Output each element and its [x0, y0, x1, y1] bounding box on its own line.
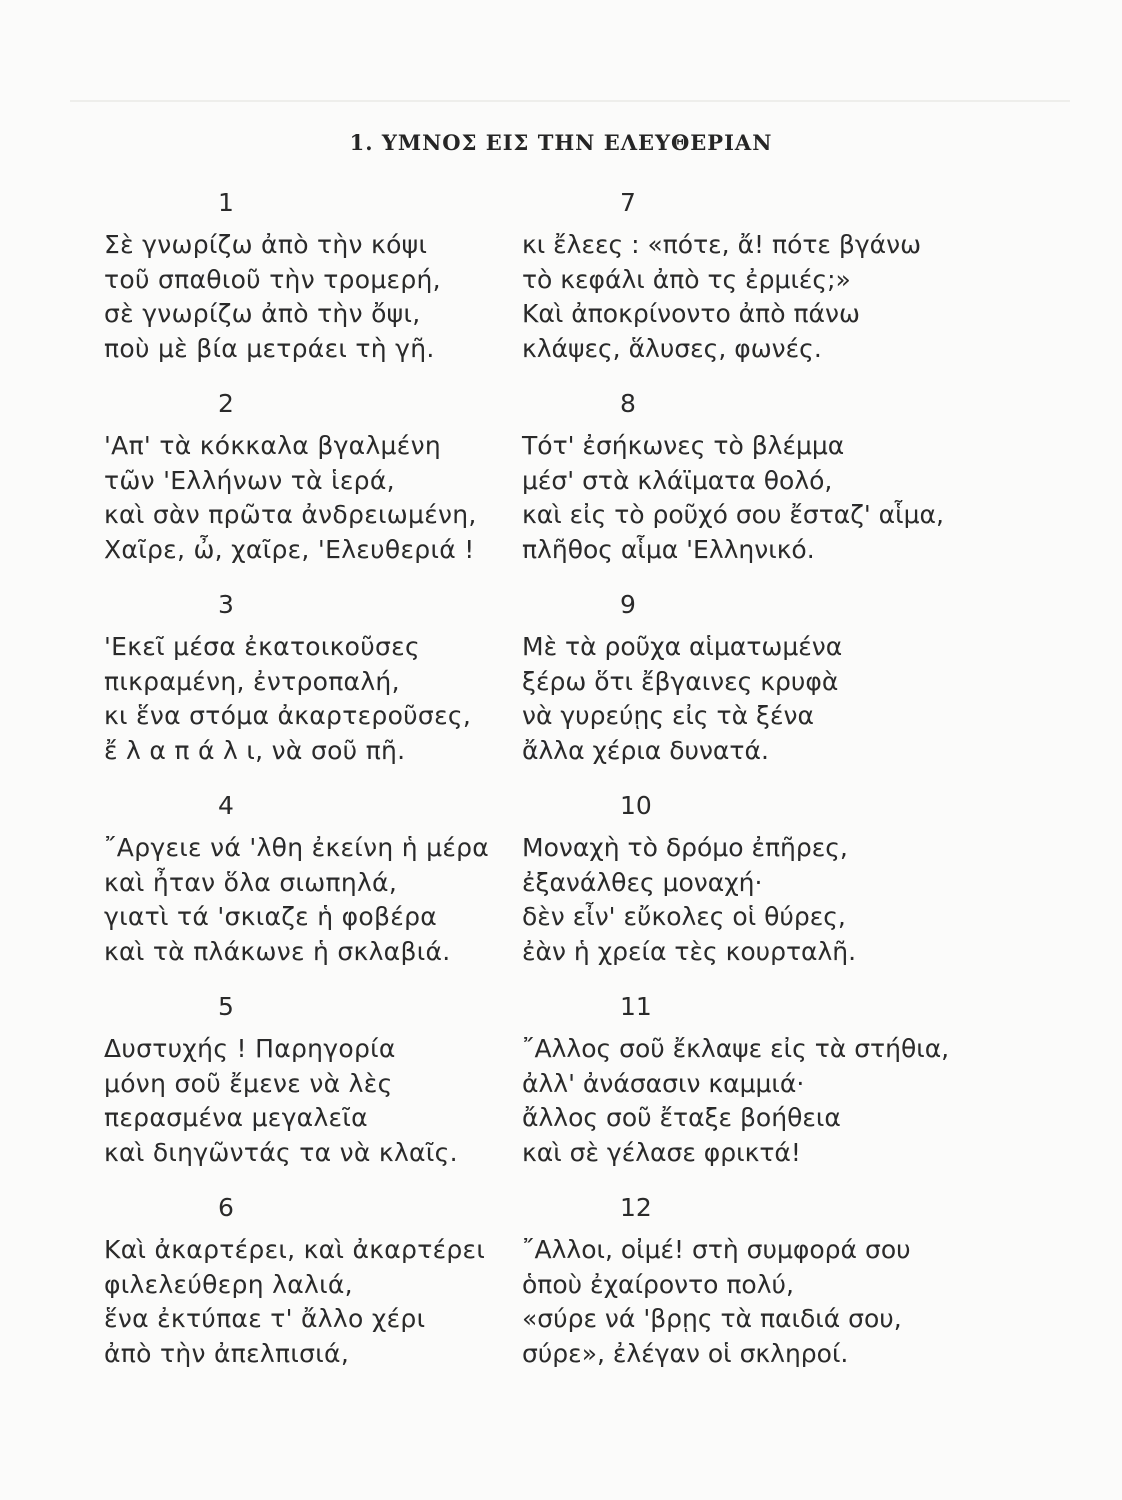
poem-title: 1. ΥΜΝΟΣ ΕΙΣ ΤΗΝ ΕΛΕΥΘΕΡΙΑΝ	[349, 130, 773, 155]
verse-line: ῎Αργειε νά 'λθη ἐκείνη ἡ μέρα	[104, 833, 490, 862]
verse-line: ἕνα ἐκτύπαε τ' ἄλλο χέρι	[104, 1304, 426, 1333]
stanza-number: 11	[620, 992, 652, 1021]
verse-line: ἀλλ' ἀνάσασιν καμμιά·	[522, 1068, 805, 1098]
verse-line: ἀπὸ τὴν ἀπελπισιά,	[104, 1338, 350, 1368]
verse-line: γιατὶ τά 'σκιαζε ἡ φοβέρα	[104, 902, 438, 931]
verse-line: Μοναχὴ τὸ δρόμο ἐπῆρες,	[522, 833, 848, 862]
verse-line: σύρε», ἐλέγαν οἱ σκληροί.	[522, 1338, 849, 1368]
stanza-7	[522, 178, 962, 379]
verse-line: Καὶ ἀποκρίνοντο ἀπὸ πάνω	[522, 299, 860, 328]
verse-line: σὲ γνωρίζω ἀπὸ τὴν ὄψι,	[104, 299, 421, 328]
stanza-2	[104, 379, 534, 580]
stanza-8	[522, 379, 962, 580]
stanza-9	[522, 580, 962, 781]
stanza-number: 9	[620, 590, 636, 619]
verse-line: ὁποὺ ἐχαίροντο πολύ,	[522, 1269, 794, 1299]
verse-line: Σὲ γνωρίζω ἀπὸ τὴν κόψι	[104, 230, 428, 259]
stanza-number: 3	[218, 590, 234, 619]
stanza-number: 12	[620, 1193, 652, 1222]
verse-line: καὶ σὲ γέλασε φρικτά!	[522, 1137, 801, 1167]
verse-line: δὲν εἶν' εὔκολες οἱ θύρες,	[522, 902, 846, 931]
verse-line: περασμένα μεγαλεῖα	[104, 1103, 368, 1132]
stanza-number: 8	[620, 389, 636, 418]
stanza-number: 6	[218, 1193, 234, 1222]
verse-line: Καὶ ἀκαρτέρει, καὶ ἀκαρτέρει	[104, 1235, 486, 1264]
stanza-number: 4	[218, 791, 234, 820]
stanza-5	[104, 982, 534, 1183]
stanza-number: 1	[218, 188, 234, 217]
verse-line: ἔ λ α π ά λ ι, νὰ σοῦ πῆ.	[104, 735, 406, 765]
verse-line: «σύρε νά 'βρῃς τὰ παιδιά σου,	[522, 1304, 902, 1333]
verse-line: μέσ' στὰ κλάϊματα θολό,	[522, 465, 833, 495]
verse-line: φιλελεύθερη λαλιά,	[104, 1269, 353, 1299]
bleed-through-rule	[70, 100, 1070, 102]
verse-line: καὶ εἰς τὸ ροῦχό σου ἔσταζ' αἷμα,	[522, 500, 944, 529]
verse-line: ἄλλα χέρια δυνατά.	[522, 735, 769, 765]
verse-line: καὶ ἦταν ὅλα σιωπηλά,	[104, 867, 398, 897]
verse-line: ῎Αλλος σοῦ ἔκλαψε εἰς τὰ στήθια,	[522, 1034, 950, 1063]
right-column	[522, 178, 962, 1384]
verse-line: ἐξανάλθες μοναχή·	[522, 867, 763, 897]
stanza-4	[104, 781, 534, 982]
stanza-number: 10	[620, 791, 652, 820]
stanza-3	[104, 580, 534, 781]
stanza-6	[104, 1183, 534, 1384]
stanza-10	[522, 781, 962, 982]
verse-line: ἐὰν ἡ χρεία τὲς κουρταλῆ.	[522, 936, 857, 966]
left-column	[104, 178, 534, 1384]
verse-line: κι ἔλεες : «πότε, ἄ! πότε βγάνω	[522, 230, 921, 259]
verse-line: Χαῖρε, ὦ, χαῖρε, 'Ελευθεριά !	[104, 534, 475, 564]
verse-line: καὶ σὰν πρῶτα ἀνδρειωμένη,	[104, 500, 477, 529]
verse-line: 'Απ' τὰ κόκκαλα βγαλμένη	[104, 431, 441, 460]
verse-line: Τότ' ἐσήκωνες τὸ βλέμμα	[522, 431, 845, 460]
verse-line: ποὺ μὲ βία μετράει τὴ γῆ.	[104, 333, 435, 363]
verse-line: κι ἕνα στόμα ἀκαρτεροῦσες,	[104, 701, 472, 730]
verse-line: μόνη σοῦ ἔμενε νὰ λὲς	[104, 1068, 393, 1098]
verse-line: ῎Αλλοι, οἰμέ! στὴ συμφορά σου	[522, 1235, 911, 1264]
verse-line: καὶ τὰ πλάκωνε ἡ σκλαβιά.	[104, 936, 451, 966]
verse-line: Μὲ τὰ ροῦχα αἱματωμένα	[522, 632, 843, 661]
verse-line: ξέρω ὅτι ἔβγαινες κρυφὰ	[522, 666, 839, 696]
verse-line: τῶν 'Ελλήνων τὰ ἱερά,	[104, 465, 395, 495]
stanza-number: 7	[620, 188, 636, 217]
stanza-12	[522, 1183, 962, 1384]
stanza-number: 5	[218, 992, 234, 1021]
stanza-1	[104, 178, 534, 379]
verse-line: ἄλλος σοῦ ἔταξε βοήθεια	[522, 1103, 841, 1132]
bleed-through-header	[70, 62, 1070, 102]
verse-line: τὸ κεφάλι ἀπὸ τς ἐρμιές;»	[522, 264, 851, 294]
verse-line: 'Εκεῖ μέσα ἐκατοικοῦσες	[104, 632, 420, 661]
verse-line: καὶ διηγῶντάς τα νὰ κλαῖς.	[104, 1137, 458, 1167]
verse-line: κλάψες, ἅλυσες, φωνές.	[522, 333, 822, 363]
verse-line: Δυστυχής ! Παρηγορία	[104, 1034, 396, 1063]
verse-line: πικραμένη, ἐντροπαλή,	[104, 666, 400, 696]
verse-line: πλῆθος αἷμα 'Ελληνικό.	[522, 534, 815, 564]
verse-line: τοῦ σπαθιοῦ τὴν τρομερή,	[104, 264, 441, 294]
stanza-11	[522, 982, 962, 1183]
stanza-number: 2	[218, 389, 234, 418]
verse-line: νὰ γυρεύῃς εἰς τὰ ξένα	[522, 701, 814, 730]
